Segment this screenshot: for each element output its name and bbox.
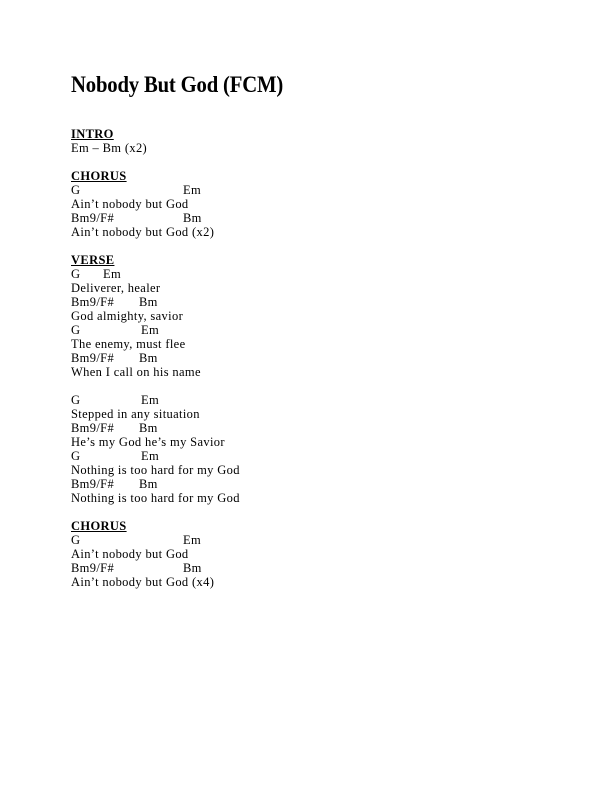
lyric-line: Ain’t nobody but God bbox=[71, 197, 189, 211]
lyric-line: He’s my God he’s my Savior bbox=[71, 435, 225, 449]
chord: G bbox=[71, 393, 81, 407]
chord: Bm9/F# bbox=[71, 421, 115, 435]
chord: Bm bbox=[139, 351, 158, 365]
lyric-line: When I call on his name bbox=[71, 365, 201, 379]
chord: Bm bbox=[183, 211, 202, 225]
chord: G bbox=[71, 449, 81, 463]
chord: Bm9/F# bbox=[71, 561, 115, 575]
chord: Em bbox=[103, 267, 122, 281]
lyric-line: Deliverer, healer bbox=[71, 281, 161, 295]
song-title: Nobody But God (FCM) bbox=[71, 72, 284, 97]
song-section bbox=[71, 253, 541, 505]
lyric-line: Nothing is too hard for my God bbox=[71, 491, 240, 505]
lyric-line: Em – Bm (x2) bbox=[71, 141, 148, 155]
song-section bbox=[71, 127, 541, 155]
chord-line bbox=[71, 533, 541, 547]
chord: Bm bbox=[139, 295, 158, 309]
lyric-line: Ain’t nobody but God (x2) bbox=[71, 225, 215, 239]
chord: G bbox=[71, 183, 81, 197]
chord: Bm9/F# bbox=[71, 351, 115, 365]
chord-line bbox=[71, 351, 541, 365]
chord: Em bbox=[141, 449, 160, 463]
blank-line bbox=[71, 379, 541, 393]
section-heading: INTRO bbox=[71, 127, 114, 141]
chord-line bbox=[71, 295, 541, 309]
song-section bbox=[71, 519, 541, 589]
lyric-line: Nothing is too hard for my God bbox=[71, 463, 240, 477]
lyric-line: Ain’t nobody but God (x4) bbox=[71, 575, 215, 589]
song-body bbox=[71, 127, 541, 603]
section-heading: CHORUS bbox=[71, 519, 127, 533]
chord: Bm bbox=[139, 477, 158, 491]
chord: Bm9/F# bbox=[71, 295, 115, 309]
chord: G bbox=[71, 533, 81, 547]
chord-line bbox=[71, 393, 541, 407]
chord: Em bbox=[183, 183, 202, 197]
section-heading: VERSE bbox=[71, 253, 115, 267]
chord: Em bbox=[183, 533, 202, 547]
chord-line bbox=[71, 183, 541, 197]
song-section bbox=[71, 169, 541, 239]
chord: Em bbox=[141, 393, 160, 407]
lyric-line: Stepped in any situation bbox=[71, 407, 200, 421]
chord: Bm bbox=[183, 561, 202, 575]
lyric-line: God almighty, savior bbox=[71, 309, 184, 323]
chord: Bm bbox=[139, 421, 158, 435]
chord: Bm9/F# bbox=[71, 211, 115, 225]
chord-line bbox=[71, 561, 541, 575]
lyric-line: Ain’t nobody but God bbox=[71, 547, 189, 561]
section-heading: CHORUS bbox=[71, 169, 127, 183]
chord-line bbox=[71, 323, 541, 337]
chord-line bbox=[71, 421, 541, 435]
chord: Bm9/F# bbox=[71, 477, 115, 491]
chord: G bbox=[71, 323, 81, 337]
chord: Em bbox=[141, 323, 160, 337]
chord-line bbox=[71, 449, 541, 463]
chord-line bbox=[71, 211, 541, 225]
chord-line bbox=[71, 477, 541, 491]
lyric-line: The enemy, must flee bbox=[71, 337, 186, 351]
chord: G bbox=[71, 267, 81, 281]
chord-line bbox=[71, 267, 541, 281]
